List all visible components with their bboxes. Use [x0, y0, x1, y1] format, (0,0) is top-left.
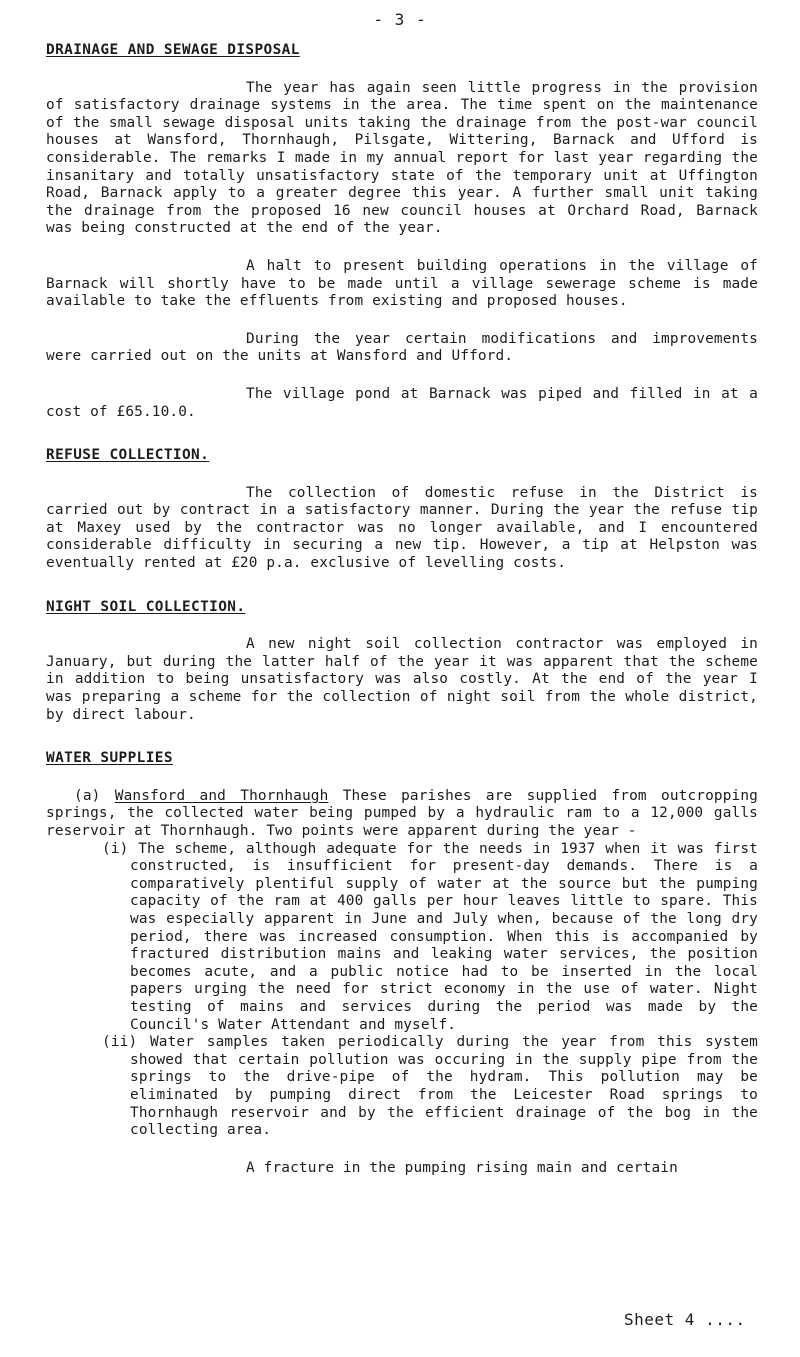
water-item-ii-label: (ii)	[102, 1034, 138, 1051]
water-subsection-title: Wansford and Thornhaugh	[114, 787, 329, 804]
drainage-paragraph-3: During the year certain modifications and improvements were carried out on the units at Wansford and Ufford.	[46, 330, 758, 365]
heading-water-supplies: WATER SUPPLIES	[46, 750, 173, 767]
section-refuse	[46, 447, 758, 573]
section-water-supplies	[46, 750, 758, 1177]
page-number: - 3 -	[373, 10, 427, 29]
page-content	[46, 42, 758, 1177]
water-item-ii	[46, 1034, 758, 1140]
refuse-paragraph-1: The collection of domestic refuse in the District is carried out by contract in a satisfactory manner. During the year the refuse tip at Maxey used by the contractor was no longer available, and I encountered considerable difficulty in securing a new tip. However, a tip at Helpston was eventually rented at £20 p.a. exclusive of levelling costs.	[46, 484, 758, 572]
night-soil-paragraph-1: A new night soil collection contractor was employed in January, but during the latter half of the year it was apparent that the scheme in addition to being unsatisfactory was also costly. At the end of the year I was preparing a scheme for the collection of night soil from the whole district, by direct labour.	[46, 636, 758, 723]
section-night-soil	[46, 599, 758, 725]
water-subsection-text: These parishes are supplied from outcropping springs, the collected water being pumped by a hydraulic ram to a 12,000 galls reservoir at Thornhaugh. Two points were apparent during the year -	[46, 787, 758, 839]
water-item-i-label: (i)	[102, 840, 129, 857]
drainage-paragraph-4: The village pond at Barnack was piped and filled in at a cost of £65.10.0.	[46, 385, 758, 420]
water-subsection-a	[46, 788, 758, 841]
drainage-paragraph-2: A halt to present building operations in the village of Barnack will shortly have to be made until a village sewerage scheme is made available to take the effluents from existing and proposed houses.	[46, 257, 758, 310]
drainage-paragraph-1: The year has again seen little progress in the provision of satisfactory drainage systems in the area. The time spent on the maintenance of the small sewage disposal units taking the drainage from the post-war council houses at Wansford, Thornhaugh, Pilsgate, Wittering, Barnack and Ufford is considerable. The remarks I made in my annual report for last year regarding the insanitary and totally unsatisfactory state of the temporary unit at Uffington Road, Barnack apply to a greater degree this year. A further small unit taking the drainage from the proposed 16 new council houses at Orchard Road, Barnack was being constructed at the end of the year.	[46, 79, 758, 237]
heading-refuse: REFUSE COLLECTION.	[46, 447, 210, 464]
heading-night-soil: NIGHT SOIL COLLECTION.	[46, 598, 246, 615]
water-subsection-label: (a)	[74, 787, 101, 804]
water-item-i-text: The scheme, although adequate for the needs in 1937 when it was first constructed, is insufficient for present-day demands. There is a comparatively plentiful supply of water at the source but the pumping capacity of the ram at 400 galls per hour leaves little to spare. This was especially apparent in June and July when, because of the long dry period, there was increased consumption. When this is accompanied by fractured distribution mains and leaking water services, the position becomes acute, and a public notice had to be inserted in the local papers urging the need for strict economy in the use of water. Night testing of mains and services during the period was made by the Council's Water Attendant and myself.	[130, 840, 758, 1033]
water-closing-line: A fracture in the pumping rising main and certain	[246, 1159, 678, 1176]
section-drainage	[46, 42, 758, 421]
heading-drainage: DRAINAGE AND SEWAGE DISPOSAL	[46, 42, 300, 58]
water-item-ii-text: Water samples taken periodically during the year from this system showed that certain pollution was occuring in the supply pipe from the springs to the drive-pipe of the hydram. This pollution may be eliminated by pumping direct from the Leicester Road springs to Thornhaugh reservoir and by the efficient drainage of the bog in the collecting area.	[130, 1034, 758, 1139]
water-item-i	[46, 841, 758, 1035]
sheet-reference: Sheet 4 ....	[624, 1310, 746, 1329]
